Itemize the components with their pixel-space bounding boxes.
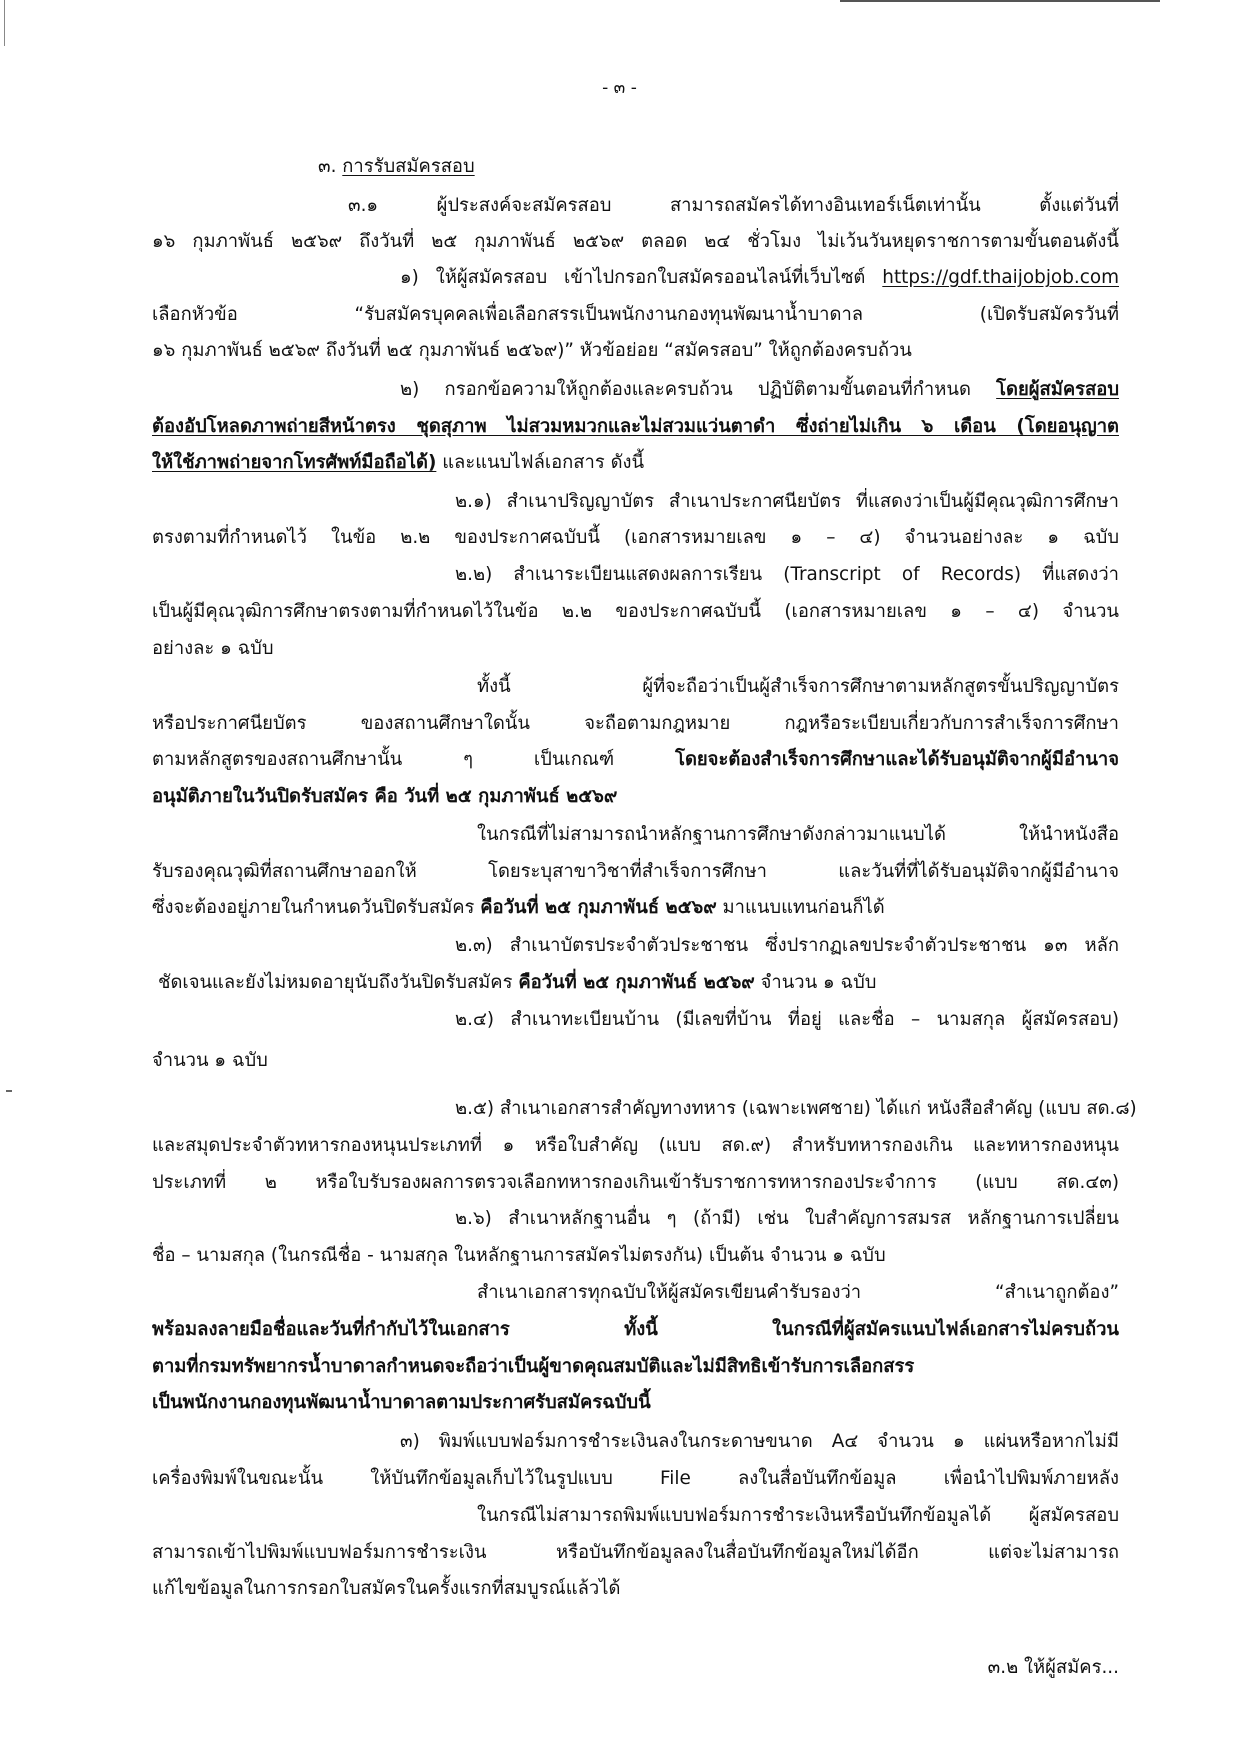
- step-2-text: ๒) กรอกข้อความให้ถูกต้องและครบถ้วน ปฏิบัติตามขั้นตอนที่กำหนด: [400, 379, 997, 400]
- step-2-emphasis: โดยผู้สมัครสอบ: [996, 379, 1119, 400]
- reprint-note-line: ในกรณีไม่สามารถพิมพ์แบบฟอร์มการชำระเงินหรือบันทึกข้อมูลได้ ผู้สมัครสอบ: [477, 1505, 1119, 1526]
- paragraph-line: เป็นผู้มีคุณวุฒิการศึกษาตรงตามที่กำหนดไว้ในข้อ ๒.๒ ของประกาศฉบับนี้ (เอกสารหมายเลข ๑ – ๔) จำนวน: [152, 601, 1119, 622]
- paragraph-line: อย่างละ ๑ ฉบับ: [152, 638, 274, 659]
- paragraph-line: เป็นพนักงานกองทุนพัฒนาน้ำบาดาลตามประกาศรับสมัครฉบับนี้: [152, 1392, 651, 1413]
- paragraph-line: ตรงตามที่กำหนดไว้ ในข้อ ๒.๒ ของประกาศฉบับนี้ (เอกสารหมายเลข ๑ – ๔) จำนวนอย่างละ ๑ ฉบับ: [152, 527, 1119, 548]
- graduation-criteria-emphasis: โดยจะต้องสำเร็จการศึกษาและได้รับอนุมัติจากผู้มีอำนาจ: [675, 749, 1119, 770]
- paragraph-line: ๑๖ กุมภาพันธ์ ๒๕๖๙ ถึงวันที่ ๒๕ กุมภาพันธ์ ๒๕๖๙ ตลอด ๒๔ ชั่วโมง ไม่เว้นวันหยุดราชการตามขั้นตอนดังนี้: [152, 231, 1119, 252]
- step-1-text: ๑) ให้ผู้สมัครสอบ เข้าไปกรอกใบสมัครออนไลน์ที่เว็บไซต์: [400, 267, 883, 288]
- page-number: - ๓ -: [602, 78, 637, 98]
- paragraph-line: และสมุดประจำตัวทหารกองหนุนประเภทที่ ๑ หรือใบสำคัญ (แบบ สด.๙) สำหรับทหารกองเกิน และทหารกองหนุน: [152, 1135, 1119, 1156]
- alternate-proof-line: ในกรณีที่ไม่สามารถนำหลักฐานการศึกษาดังกล่าวมาแนบได้ ให้นำหนังสือ: [477, 824, 1119, 845]
- scan-artifact-left-edge: [4, 0, 5, 46]
- paragraph-line: เลือกหัวข้อ “รับสมัครบุคคลเพื่อเลือกสรรเป็นพนักงานกองทุนพัฒนาน้ำบาดาล (เปิดรับสมัครวันที่: [152, 304, 1119, 325]
- paragraph-line: สามารถเข้าไปพิมพ์แบบฟอร์มการชำระเงิน หรือบันทึกข้อมูลลงในสื่อบันทึกข้อมูลใหม่ได้อีก แต่จะไม่สามารถ: [152, 1542, 1119, 1563]
- paragraph-line: [152, 899, 885, 917]
- paragraph-3-1-line: ๓.๑ ผู้ประสงค์จะสมัครสอบ สามารถสมัครได้ทางอินเทอร์เน็ตเท่านั้น ตั้งแต่วันที่: [348, 195, 1119, 216]
- item-2-6-line: ๒.๖) สำเนาหลักฐานอื่น ๆ (ถ้ามี) เช่น ใบสำคัญการสมรส หลักฐานการเปลี่ยน: [455, 1208, 1119, 1229]
- section-heading: [318, 158, 475, 176]
- paragraph-line: พร้อมลงลายมือชื่อและวันที่กำกับไว้ในเอกสาร ทั้งนี้ ในกรณีที่ผู้สมัครแนบไฟล์เอกสารไม่ครบถ้วน: [152, 1319, 1119, 1340]
- step-2-line: [400, 381, 1119, 399]
- graduation-criteria-text: ตามหลักสูตรของสถานศึกษานั้น ๆ เป็นเกณฑ์: [152, 749, 676, 770]
- item-2-2-line: ๒.๒) สำเนาระเบียนแสดงผลการเรียน (Transcript of Records) ที่แสดงว่า: [455, 564, 1119, 585]
- paragraph-line: [152, 751, 1119, 769]
- item-2-3-line: ๒.๓) สำเนาบัตรประจำตัวประชาชน ซึ่งปรากฏเลขประจำตัวประชาชน ๑๓ หลัก: [455, 935, 1119, 956]
- scan-artifact-left-dash: [6, 1090, 12, 1092]
- id-card-tail: จำนวน ๑ ฉบับ: [754, 972, 877, 993]
- section-number: ๓.: [318, 156, 337, 177]
- continuation-marker: ๓.๒ ให้ผู้สมัคร...: [987, 1657, 1119, 1678]
- paragraph-line: ประเภทที่ ๒ หรือใบรับรองผลการตรวจเลือกทหารกองเกินเข้ารับราชการทหารกองประจำการ (แบบ สด.๔๓): [152, 1172, 1119, 1193]
- paragraph-line: จำนวน ๑ ฉบับ: [152, 1050, 268, 1071]
- application-website-link[interactable]: https://gdf.thaijobjob.com: [882, 267, 1119, 288]
- item-2-1-line: ๒.๑) สำเนาปริญญาบัตร สำเนาประกาศนียบัตร ที่แสดงว่าเป็นผู้มีคุณวุฒิการศึกษา: [455, 491, 1119, 512]
- id-card-deadline: คือวันที่ ๒๕ กุมภาพันธ์ ๒๕๖๙: [518, 972, 755, 993]
- item-2-4-line: ๒.๔) สำเนาทะเบียนบ้าน (มีเลขที่บ้าน ที่อยู่ และชื่อ – นามสกุล ผู้สมัครสอบ): [455, 1009, 1119, 1030]
- paragraph-line: ตามที่กรมทรัพยากรน้ำบาดาลกำหนดจะถือว่าเป็นผู้ขาดคุณสมบัติและไม่มีสิทธิเข้ารับการเลือกสรร: [152, 1356, 915, 1377]
- paragraph-line: หรือประกาศนียบัตร ของสถานศึกษาใดนั้น จะถือตามกฎหมาย กฎหรือระเบียบเกี่ยวกับการสำเร็จการศึกษา: [152, 713, 1119, 734]
- paragraph-line: ชื่อ – นามสกุล (ในกรณีชื่อ - นามสกุล ในหลักฐานการสมัครไม่ตรงกัน) เป็นต้น จำนวน ๑ ฉบับ: [152, 1245, 886, 1266]
- attach-files-text: และแนบไฟล์เอกสาร ดังนี้: [436, 452, 645, 473]
- item-2-5-line: ๒.๕) สำเนาเอกสารสำคัญทางทหาร (เฉพาะเพศชาย) ได้แก่ หนังสือสำคัญ (แบบ สด.๘): [455, 1098, 1137, 1119]
- step-3-line: ๓) พิมพ์แบบฟอร์มการชำระเงินลงในกระดาษขนาด A๔ จำนวน ๑ แผ่นหรือหากไม่มี: [400, 1431, 1119, 1452]
- deadline-date: คือวันที่ ๒๕ กุมภาพันธ์ ๒๕๖๙: [480, 897, 717, 918]
- paragraph-line: [158, 974, 876, 992]
- section-title: การรับสมัครสอบ: [342, 156, 475, 177]
- scan-artifact-top-line: [840, 0, 1160, 2]
- paragraph-line: แก้ไขข้อมูลในการกรอกใบสมัครในครั้งแรกที่สมบูรณ์แล้วได้: [152, 1578, 621, 1599]
- step-1-line: [400, 269, 1119, 287]
- paragraph-line: ๑๖ กุมภาพันธ์ ๒๕๖๙ ถึงวันที่ ๒๕ กุมภาพันธ์ ๒๕๖๙)” หัวข้อย่อย “สมัครสอบ” ให้ถูกต้องครบถ้วน: [152, 340, 912, 361]
- certification-note-line: สำเนาเอกสารทุกฉบับให้ผู้สมัครเขียนคำรับรองว่า “สำเนาถูกต้อง”: [477, 1282, 1119, 1303]
- deadline-tail: มาแนบแทนก่อนก็ได้: [716, 897, 885, 918]
- photo-requirement-line: ต้องอัปโหลดภาพถ่ายสีหน้าตรง ชุดสุภาพ ไม่สวมหมวกและไม่สวมแว่นตาดำ ซึ่งถ่ายไม่เกิน ๖ เดือน (โดยอนุญาต: [152, 416, 1119, 437]
- photo-requirement-tail: ให้ใช้ภาพถ่ายจากโทรศัพท์มือถือได้): [152, 452, 437, 473]
- paragraph-line: เครื่องพิมพ์ในขณะนั้น ให้บันทึกข้อมูลเก็บไว้ในรูปแบบ File ลงในสื่อบันทึกข้อมูล เพื่อนำไปพิมพ์ภายหลัง: [152, 1468, 1119, 1489]
- id-card-text: ชัดเจนและยังไม่หมดอายุนับถึงวันปิดรับสมัคร: [158, 972, 519, 993]
- paragraph-line: [152, 454, 644, 472]
- graduation-note-line: ทั้งนี้ ผู้ที่จะถือว่าเป็นผู้สำเร็จการศึกษาตามหลักสูตรขั้นปริญญาบัตร: [477, 676, 1119, 697]
- paragraph-line: รับรองคุณวุฒิที่สถานศึกษาออกให้ โดยระบุสาขาวิชาที่สำเร็จการศึกษา และวันที่ที่ได้รับอนุมัติจากผู้มีอำนาจ: [152, 861, 1119, 882]
- deadline-text: ซึ่งจะต้องอยู่ภายในกำหนดวันปิดรับสมัคร: [152, 897, 481, 918]
- paragraph-line: อนุมัติภายในวันปิดรับสมัคร คือ วันที่ ๒๕ กุมภาพันธ์ ๒๕๖๙: [152, 786, 618, 807]
